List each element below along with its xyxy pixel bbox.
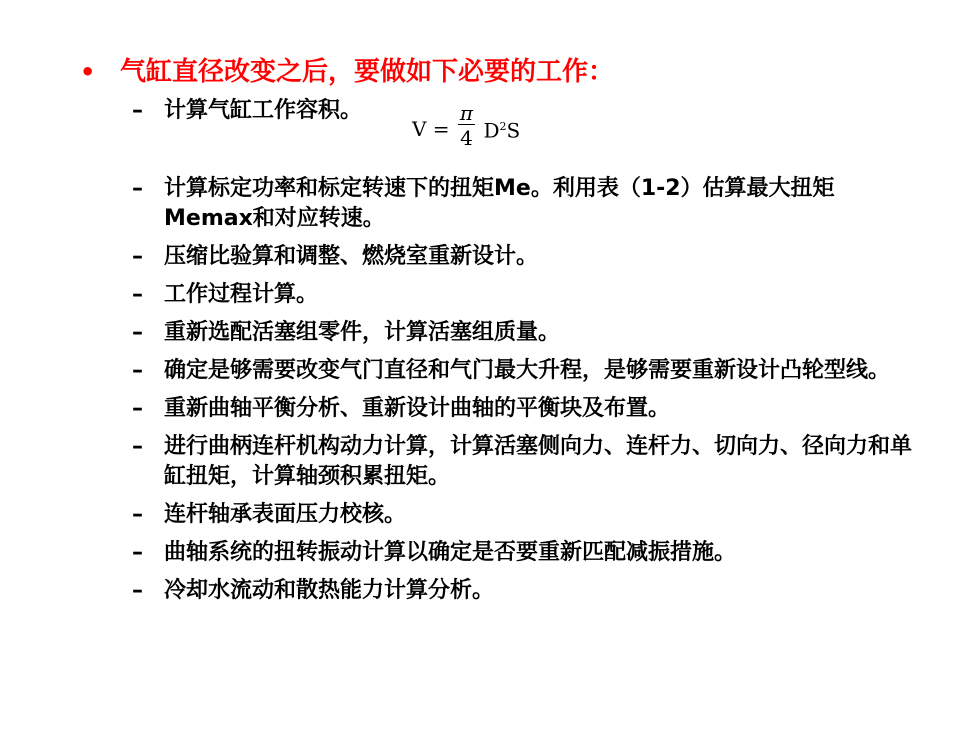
dash-marker: – [132,176,143,201]
dash-marker: – [132,578,143,603]
dash-marker: – [132,396,143,421]
formula-fraction [458,102,475,151]
formula-d: D [483,118,500,143]
list-item-text: 确定是够需要改变气门直径和气门最大升程，是够需要重新设计凸轮型线。 [164,358,891,383]
dash-marker: – [132,320,143,345]
formula-numerator: π [459,101,474,125]
dash-marker: – [132,540,143,565]
list-item-text: 进行曲柄连杆机构动力计算，计算活塞侧向力、连杆力、切向力、径向力和单缸扭矩，计算轴颈积累扭矩。 [164,434,913,489]
formula-rhs [483,112,520,146]
list-item [132,432,912,492]
list-item [132,242,912,272]
formula-denominator: 4 [460,126,473,150]
formula-lhs: V = [412,116,450,141]
dash-marker: – [132,502,143,527]
sub-bullet-list [132,96,912,614]
list-item-text: 压缩比验算和调整、燃烧室重新设计。 [164,244,539,269]
volume-formula [412,102,520,151]
list-item [132,538,912,568]
list-item-text: 重新曲轴平衡分析、重新设计曲轴的平衡块及布置。 [164,396,671,421]
list-item-text: 计算气缸工作容积。 [164,98,363,123]
bullet-dot-icon: • [80,58,96,86]
list-item [132,174,912,234]
list-item [132,576,912,606]
list-item-text: 曲轴系统的扭转振动计算以确定是否要重新匹配减振措施。 [164,540,737,565]
list-item [132,280,912,310]
list-item-text: 重新选配活塞组零件，计算活塞组质量。 [164,320,561,345]
dash-marker: – [132,244,143,269]
dash-marker: – [132,98,143,123]
formula-exponent: 2 [499,119,507,133]
main-bullet [80,52,940,92]
list-item-text: 连杆轴承表面压力校核。 [164,502,407,527]
dash-marker: – [132,282,143,307]
list-item [132,356,912,386]
main-bullet-text: 气缸直径改变之后，要做如下必要的工作： [120,57,615,87]
dash-marker: – [132,434,143,459]
dash-marker: – [132,358,143,383]
list-item-text: 冷却水流动和散热能力计算分析。 [164,578,495,603]
list-item-text: 计算标定功率和标定转速下的扭矩Me。利用表（1-2）估算最大扭矩Memax和对应转速。 [164,176,835,231]
list-item [132,318,912,348]
list-item [132,96,912,162]
formula-s: S [506,118,521,143]
list-item [132,394,912,424]
list-item-text: 工作过程计算。 [164,282,319,307]
list-item [132,500,912,530]
